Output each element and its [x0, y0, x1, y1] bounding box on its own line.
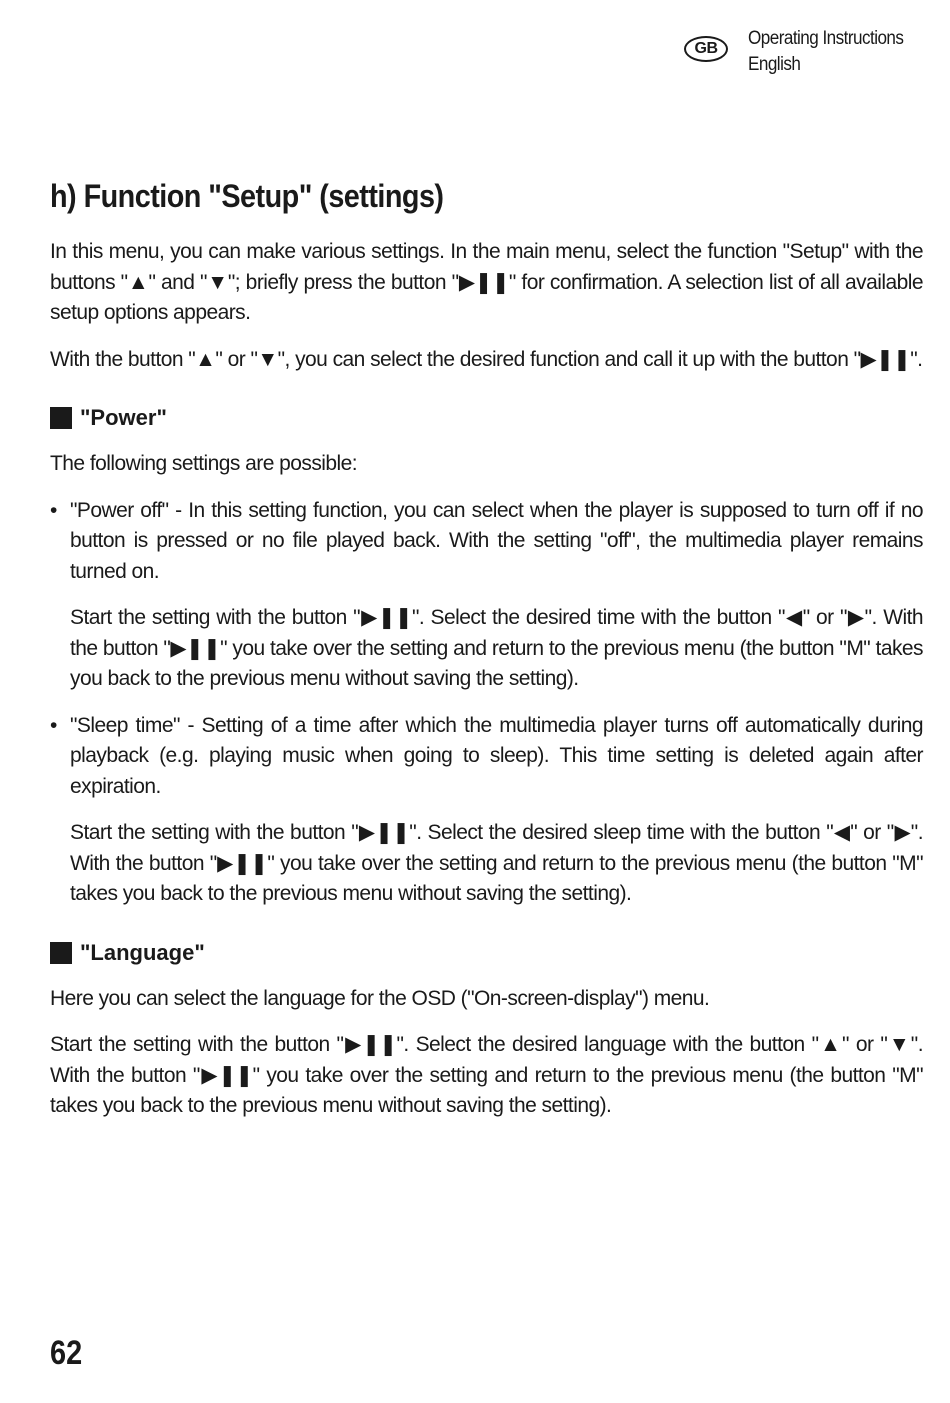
language-paragraph-1: Here you can select the language for the OSD ("On-screen-display") menu. — [50, 986, 710, 1010]
square-bullet-icon — [50, 942, 72, 964]
language-paragraph-2: Start the setting with the button "▶❚❚". Select the desired language with the button "▲" or "▼". With the button "▶❚❚" you take over the setting and return to the previous menu (the button "M" takes you back to the previous menu without saving the setting). — [50, 1033, 923, 1117]
language-heading-label: "Language" — [80, 939, 205, 965]
intro-paragraph-1: In this menu, you can make various settings. In the main menu, select the function "Setup" with the buttons "▲" and "▼"; briefly press the button "▶❚❚" for confirmation. A selection list of all available setup options appears. — [50, 240, 923, 324]
section-title: h) Function "Setup" (settings) — [50, 178, 444, 214]
gb-country-badge: GB — [684, 36, 728, 62]
intro-paragraph-2: With the button "▲" or "▼", you can select the desired function and call it up with the button "▶❚❚". — [50, 347, 923, 371]
main-content — [50, 178, 923, 1138]
list-item-power-off: • "Power off" - In this setting function, you can select when the player is supposed to turn off if no button is pressed or no file played back. With the setting "off", the multimedia player remains turned on. — [50, 496, 923, 588]
square-bullet-icon — [50, 407, 72, 429]
language-heading — [50, 940, 923, 966]
header-language: English — [748, 54, 801, 75]
power-options-list — [50, 496, 923, 910]
header-text — [748, 26, 903, 78]
power-heading-label: "Power" — [80, 405, 167, 430]
header-title: Operating Instructions — [748, 28, 904, 49]
power-off-detail: Start the setting with the button "▶❚❚". Select the desired time with the button "◀" or "▶". With the button "▶❚❚" you take over the setting and return to the previous menu (the button "M" takes you back to the previous menu without saving the setting). — [70, 606, 923, 690]
list-item-sleep-time: • "Sleep time" - Setting of a time after which the multimedia player turns off automatically during playback (e.g. playing music when going to sleep). This time setting is deleted again after expiration. — [50, 711, 923, 803]
page-header — [684, 26, 934, 80]
power-lead: The following settings are possible: — [50, 452, 358, 475]
power-heading — [50, 405, 923, 431]
page-number: 62 — [50, 1334, 83, 1372]
sleep-time-detail: Start the setting with the button "▶❚❚". Select the desired sleep time with the button "◀" or "▶". With the button "▶❚❚" you take over the setting and return to the previous menu (the button "M" takes you back to the previous menu without saving the setting). — [70, 821, 923, 905]
